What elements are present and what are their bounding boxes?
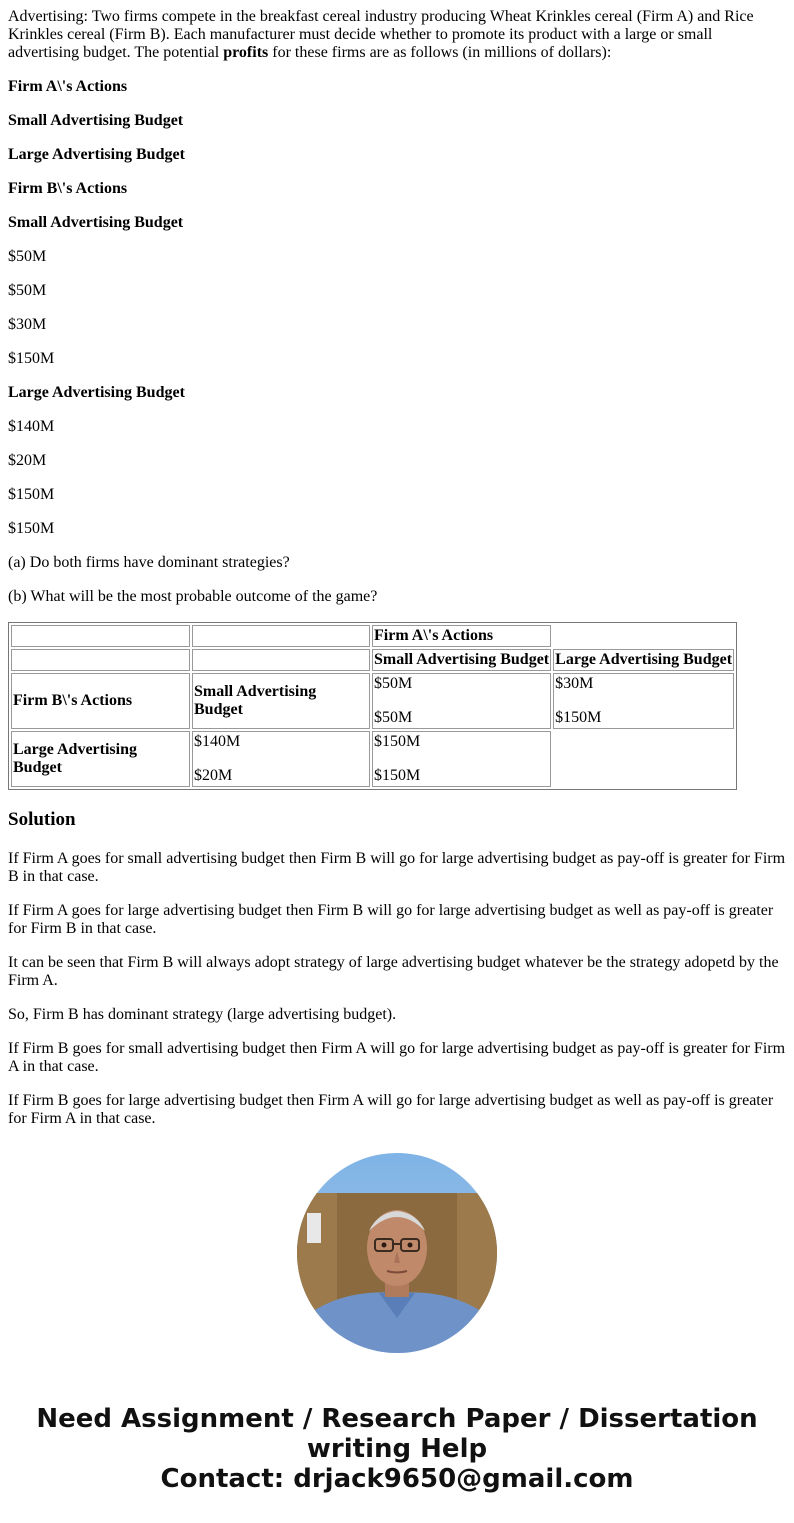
banner-line: writing Help [306, 1434, 488, 1464]
table-row [11, 649, 734, 671]
intro-text-end: for these firms are as follows (in millions of dollars): [268, 44, 612, 61]
table-cell-empty [11, 625, 190, 647]
banner-line: Need Assignment / Research Paper / Dissertation [36, 1404, 758, 1434]
avatar-portrait [297, 1153, 497, 1353]
solution-paragraph: So, Firm B has dominant strategy (large advertising budget). [8, 1006, 397, 1023]
table-cell-blank [553, 731, 734, 787]
solution-paragraph: If Firm B goes for small advertising budget then Firm A will go for large advertising budget as pay-off is greater for Firm A in that case. [8, 1040, 786, 1075]
question-line: Large Advertising Budget [8, 384, 185, 401]
solution-paragraph: If Firm A goes for large advertising budget then Firm B will go for large advertising budget as well as pay-off is greater for Firm B in that case. [8, 902, 774, 937]
table-cell-empty [192, 625, 370, 647]
question-line: Small Advertising Budget [8, 112, 184, 129]
payoff-value: $150M [374, 767, 421, 784]
question-line: $30M [8, 316, 47, 333]
question-line: $20M [8, 452, 47, 469]
question-intro [8, 8, 786, 62]
payoff-value: $150M [555, 709, 602, 726]
question-line: $150M [8, 520, 55, 537]
question-line: $50M [8, 282, 47, 299]
table-row-label-small: Small Advertising Budget [192, 673, 370, 729]
question-part-a: (a) Do both firms have dominant strategies? [8, 554, 290, 571]
table-cell-empty [192, 649, 370, 671]
page-content [8, 8, 786, 1144]
table-row [11, 673, 734, 729]
table-row-label-large: Large Advertising Budget [11, 731, 190, 787]
table-cell-empty [11, 649, 190, 671]
payoff-value: $140M [194, 733, 241, 750]
solution-paragraph: If Firm B goes for large advertising budget then Firm A will go for large advertising budget as well as pay-off is greater for Firm A in that case. [8, 1092, 774, 1127]
banner-contact: Contact: drjack9650@gmail.com [160, 1464, 634, 1494]
table-header-small-budget: Small Advertising Budget [372, 649, 551, 671]
payoff-value: $30M [555, 675, 594, 692]
table-header-firm-a: Firm A\'s Actions [372, 625, 551, 647]
question-line: $50M [8, 248, 47, 265]
question-line: Firm A\'s Actions [8, 78, 128, 95]
solution-paragraph: If Firm A goes for small advertising budget then Firm B will go for large advertising budget as pay-off is greater for Firm B in that case. [8, 850, 786, 885]
table-cell-payoff [192, 731, 370, 787]
solution-heading: Solution [8, 809, 76, 830]
avatar [297, 1153, 497, 1353]
solution-paragraph: It can be seen that Firm B will always adopt strategy of large advertising budget whatever be the strategy adopetd by the Firm A. [8, 954, 779, 989]
question-line: $140M [8, 418, 55, 435]
question-line: Large Advertising Budget [8, 146, 185, 163]
intro-text: Advertising: Two firms compete in the breakfast cereal industry producing Wheat Krinkles cereal (Firm A) and Rice Krinkles cereal (Firm B). Each manufacturer must decide whether to promote its product with a large or small advertising budget. The potential [8, 8, 754, 61]
table-cell-payoff [372, 673, 551, 729]
question-line: $150M [8, 486, 55, 503]
table-cell-payoff [372, 731, 551, 787]
payoff-value: $50M [374, 709, 413, 726]
question-line: $150M [8, 350, 55, 367]
table-cell-payoff [553, 673, 734, 729]
question-part-b: (b) What will be the most probable outcome of the game? [8, 588, 378, 605]
intro-bold-profits: profits [223, 44, 269, 61]
table-row [11, 625, 734, 647]
table-header-large-budget: Large Advertising Budget [553, 649, 734, 671]
payoff-value: $50M [374, 675, 413, 692]
table-row [11, 731, 734, 787]
payoff-table [8, 622, 737, 790]
table-header-firm-b: Firm B\'s Actions [11, 673, 190, 729]
payoff-value: $20M [194, 767, 233, 784]
help-banner [0, 1404, 794, 1494]
question-line: Small Advertising Budget [8, 214, 184, 231]
table-cell-blank [553, 625, 734, 647]
question-line: Firm B\'s Actions [8, 180, 128, 197]
payoff-value: $150M [374, 733, 421, 750]
